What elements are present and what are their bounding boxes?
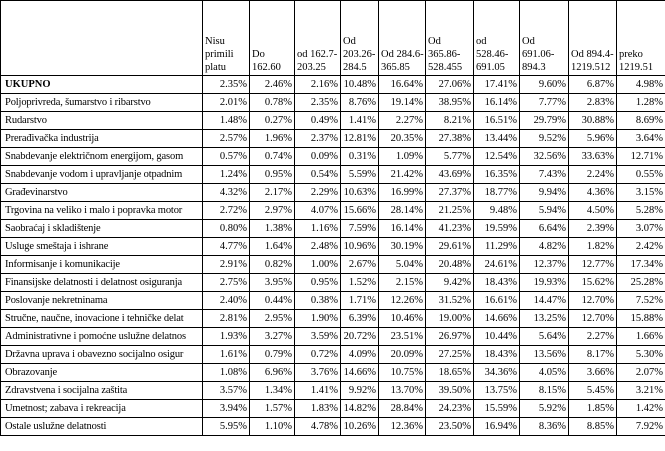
table-cell: 26.97% xyxy=(426,328,474,346)
table-cell: 1.42% xyxy=(617,400,665,418)
table-cell: 6.96% xyxy=(250,364,295,382)
table-cell: 2.40% xyxy=(203,292,250,310)
table-cell: 1.93% xyxy=(203,328,250,346)
row-label: Državna uprava i obavezno socijalno osigur xyxy=(1,346,203,364)
header-no-salary: Nisu primili platu xyxy=(203,1,250,76)
table-cell: 2.75% xyxy=(203,274,250,292)
table-cell: 10.46% xyxy=(379,310,426,328)
table-cell: 2.95% xyxy=(250,310,295,328)
row-label: Informisanje i komunikacije xyxy=(1,256,203,274)
table-row xyxy=(1,292,665,310)
table-cell: 15.62% xyxy=(569,274,617,292)
table-cell: 9.48% xyxy=(474,202,520,220)
table-cell: 13.70% xyxy=(379,382,426,400)
table-cell: 3.27% xyxy=(250,328,295,346)
table-row xyxy=(1,382,665,400)
table-cell: 2.07% xyxy=(617,364,665,382)
table-cell: 3.07% xyxy=(617,220,665,238)
table-cell: 13.75% xyxy=(474,382,520,400)
table-cell: 0.95% xyxy=(250,166,295,184)
table-row xyxy=(1,346,665,364)
table-cell: 3.76% xyxy=(295,364,341,382)
table-cell: 20.35% xyxy=(379,130,426,148)
row-label: Poljoprivreda, šumarstvo i ribarstvo xyxy=(1,94,203,112)
row-label: Finansijske delatnosti i delatnost osiguranja xyxy=(1,274,203,292)
table-cell: 2.97% xyxy=(250,202,295,220)
table-cell: 1.00% xyxy=(295,256,341,274)
table-cell: 43.69% xyxy=(426,166,474,184)
table-cell: 18.43% xyxy=(474,274,520,292)
table-cell: 4.77% xyxy=(203,238,250,256)
table-cell: 3.15% xyxy=(617,184,665,202)
table-row xyxy=(1,328,665,346)
table-cell: 3.95% xyxy=(250,274,295,292)
row-label: Ostale uslužne delatnosti xyxy=(1,418,203,436)
table-cell: 2.67% xyxy=(341,256,379,274)
table-cell: 4.05% xyxy=(520,364,569,382)
table-row xyxy=(1,94,665,112)
row-label: Rudarstvo xyxy=(1,112,203,130)
table-row xyxy=(1,310,665,328)
table-body xyxy=(1,76,665,436)
table-row xyxy=(1,400,665,418)
table-cell: 23.50% xyxy=(426,418,474,436)
table-cell: 19.59% xyxy=(474,220,520,238)
table-cell: 8.36% xyxy=(520,418,569,436)
table-cell: 27.25% xyxy=(426,346,474,364)
table-row xyxy=(1,166,665,184)
table-cell: 0.74% xyxy=(250,148,295,166)
table-cell: 41.23% xyxy=(426,220,474,238)
table-cell: 16.61% xyxy=(474,292,520,310)
table-cell: 2.27% xyxy=(379,112,426,130)
row-label: Zdravstvena i socijalna zaštita xyxy=(1,382,203,400)
table-row xyxy=(1,418,665,436)
table-cell: 15.88% xyxy=(617,310,665,328)
table-cell: 7.77% xyxy=(520,94,569,112)
table-cell: 3.57% xyxy=(203,382,250,400)
table-cell: 2.39% xyxy=(569,220,617,238)
table-cell: 34.36% xyxy=(474,364,520,382)
table-cell: 1.41% xyxy=(295,382,341,400)
table-cell: 12.70% xyxy=(569,310,617,328)
table-cell: 12.37% xyxy=(520,256,569,274)
table-row xyxy=(1,130,665,148)
table-cell: 0.95% xyxy=(295,274,341,292)
table-cell: 27.38% xyxy=(426,130,474,148)
table-cell: 1.28% xyxy=(617,94,665,112)
table-cell: 0.44% xyxy=(250,292,295,310)
table-cell: 19.93% xyxy=(520,274,569,292)
table-cell: 12.26% xyxy=(379,292,426,310)
table-cell: 12.81% xyxy=(341,130,379,148)
table-cell: 0.82% xyxy=(250,256,295,274)
table-cell: 5.45% xyxy=(569,382,617,400)
table-cell: 39.50% xyxy=(426,382,474,400)
table-cell: 10.75% xyxy=(379,364,426,382)
table-cell: 0.09% xyxy=(295,148,341,166)
table-cell: 11.29% xyxy=(474,238,520,256)
table-cell: 4.78% xyxy=(295,418,341,436)
table-cell: 9.42% xyxy=(426,274,474,292)
table-cell: 17.41% xyxy=(474,76,520,94)
table-cell: 5.28% xyxy=(617,202,665,220)
table-cell: 15.59% xyxy=(474,400,520,418)
table-cell: 6.39% xyxy=(341,310,379,328)
table-cell: 3.21% xyxy=(617,382,665,400)
table-cell: 0.49% xyxy=(295,112,341,130)
table-cell: 12.71% xyxy=(617,148,665,166)
table-cell: 5.95% xyxy=(203,418,250,436)
table-row-total xyxy=(1,76,665,94)
header-sector xyxy=(1,1,203,76)
table-cell: 9.94% xyxy=(520,184,569,202)
table-cell: 24.23% xyxy=(426,400,474,418)
table-cell: 1.24% xyxy=(203,166,250,184)
table-cell: 18.43% xyxy=(474,346,520,364)
table-cell: 0.57% xyxy=(203,148,250,166)
table-cell: 1.09% xyxy=(379,148,426,166)
table-cell: 15.66% xyxy=(341,202,379,220)
table-cell: 2.17% xyxy=(250,184,295,202)
row-label: Stručne, naučne, inovacione i tehničke delat xyxy=(1,310,203,328)
table-cell: 10.48% xyxy=(341,76,379,94)
table-cell: 5.77% xyxy=(426,148,474,166)
table-cell: 0.78% xyxy=(250,94,295,112)
table-cell: 3.59% xyxy=(295,328,341,346)
table-cell: 13.25% xyxy=(520,310,569,328)
row-label: Građevinarstvo xyxy=(1,184,203,202)
table-cell: 3.94% xyxy=(203,400,250,418)
table-cell: 2.35% xyxy=(203,76,250,94)
table-cell: 1.66% xyxy=(617,328,665,346)
table-cell: 13.56% xyxy=(520,346,569,364)
table-cell: 5.92% xyxy=(520,400,569,418)
table-cell: 2.35% xyxy=(295,94,341,112)
header-bracket-3: Od 203.26-284.5 xyxy=(341,1,379,76)
table-cell: 2.24% xyxy=(569,166,617,184)
table-cell: 5.59% xyxy=(341,166,379,184)
table-cell: 0.55% xyxy=(617,166,665,184)
table-cell: 32.56% xyxy=(520,148,569,166)
table-cell: 1.83% xyxy=(295,400,341,418)
table-cell: 8.15% xyxy=(520,382,569,400)
table-cell: 16.35% xyxy=(474,166,520,184)
table-row xyxy=(1,364,665,382)
table-cell: 10.63% xyxy=(341,184,379,202)
table-cell: 5.96% xyxy=(569,130,617,148)
table-cell: 14.82% xyxy=(341,400,379,418)
table-cell: 14.66% xyxy=(341,364,379,382)
table-cell: 9.92% xyxy=(341,382,379,400)
table-row xyxy=(1,220,665,238)
header-bracket-8: Od 894.4-1219.512 xyxy=(569,1,617,76)
table-cell: 3.66% xyxy=(569,364,617,382)
header-bracket-2: od 162.7-203.25 xyxy=(295,1,341,76)
table-row xyxy=(1,184,665,202)
table-cell: 5.94% xyxy=(520,202,569,220)
table-row xyxy=(1,202,665,220)
table-cell: 2.57% xyxy=(203,130,250,148)
table-cell: 2.72% xyxy=(203,202,250,220)
table-cell: 16.51% xyxy=(474,112,520,130)
table-cell: 7.43% xyxy=(520,166,569,184)
table-cell: 7.59% xyxy=(341,220,379,238)
table-cell: 28.84% xyxy=(379,400,426,418)
table-cell: 2.42% xyxy=(617,238,665,256)
table-cell: 1.34% xyxy=(250,382,295,400)
table-cell: 1.64% xyxy=(250,238,295,256)
table-cell: 4.82% xyxy=(520,238,569,256)
table-cell: 1.85% xyxy=(569,400,617,418)
table-cell: 1.08% xyxy=(203,364,250,382)
table-cell: 4.36% xyxy=(569,184,617,202)
table-cell: 2.46% xyxy=(250,76,295,94)
table-cell: 7.92% xyxy=(617,418,665,436)
table-cell: 38.95% xyxy=(426,94,474,112)
table-cell: 20.48% xyxy=(426,256,474,274)
row-label: Usluge smeštaja i ishrane xyxy=(1,238,203,256)
table-cell: 1.10% xyxy=(250,418,295,436)
header-bracket-1: Do 162.60 xyxy=(250,1,295,76)
table-row xyxy=(1,238,665,256)
table-cell: 1.52% xyxy=(341,274,379,292)
table-cell: 2.27% xyxy=(569,328,617,346)
table-cell: 0.79% xyxy=(250,346,295,364)
row-label: Trgovina na veliko i malo i popravka motor xyxy=(1,202,203,220)
table-cell: 10.44% xyxy=(474,328,520,346)
row-label: Poslovanje nekretninama xyxy=(1,292,203,310)
table-cell: 8.85% xyxy=(569,418,617,436)
table-cell: 1.61% xyxy=(203,346,250,364)
table-cell: 14.66% xyxy=(474,310,520,328)
table-cell: 20.09% xyxy=(379,346,426,364)
header-row xyxy=(1,1,665,76)
table-cell: 8.21% xyxy=(426,112,474,130)
table-cell: 16.94% xyxy=(474,418,520,436)
table-cell: 2.16% xyxy=(295,76,341,94)
table-cell: 1.96% xyxy=(250,130,295,148)
table-cell: 3.64% xyxy=(617,130,665,148)
table-cell: 0.38% xyxy=(295,292,341,310)
row-label: Saobraćaj i skladištenje xyxy=(1,220,203,238)
table-cell: 30.19% xyxy=(379,238,426,256)
table-cell: 1.38% xyxy=(250,220,295,238)
table-cell: 1.41% xyxy=(341,112,379,130)
table-cell: 1.48% xyxy=(203,112,250,130)
table-cell: 16.64% xyxy=(379,76,426,94)
table-cell: 30.88% xyxy=(569,112,617,130)
table-cell: 4.32% xyxy=(203,184,250,202)
table-cell: 8.17% xyxy=(569,346,617,364)
table-cell: 18.65% xyxy=(426,364,474,382)
row-label: Umetnost; zabava i rekreacija xyxy=(1,400,203,418)
table-row xyxy=(1,256,665,274)
table-cell: 23.51% xyxy=(379,328,426,346)
table-cell: 1.71% xyxy=(341,292,379,310)
table-cell: 5.30% xyxy=(617,346,665,364)
table-cell: 4.09% xyxy=(341,346,379,364)
table-cell: 5.04% xyxy=(379,256,426,274)
table-cell: 5.64% xyxy=(520,328,569,346)
table-cell: 16.14% xyxy=(379,220,426,238)
table-cell: 7.52% xyxy=(617,292,665,310)
table-cell: 9.52% xyxy=(520,130,569,148)
table-cell: 2.81% xyxy=(203,310,250,328)
table-cell: 2.37% xyxy=(295,130,341,148)
table-cell: 18.77% xyxy=(474,184,520,202)
table-cell: 10.96% xyxy=(341,238,379,256)
table-cell: 27.37% xyxy=(426,184,474,202)
table-cell: 24.61% xyxy=(474,256,520,274)
header-bracket-9: preko 1219.51 xyxy=(617,1,665,76)
table-cell: 8.69% xyxy=(617,112,665,130)
row-label: Snabdevanje električnom energijom, gasom xyxy=(1,148,203,166)
table-cell: 17.34% xyxy=(617,256,665,274)
table-cell: 12.36% xyxy=(379,418,426,436)
table-cell: 10.26% xyxy=(341,418,379,436)
table-cell: 2.01% xyxy=(203,94,250,112)
table-cell: 2.83% xyxy=(569,94,617,112)
table-cell: 2.15% xyxy=(379,274,426,292)
table-row xyxy=(1,274,665,292)
row-label: Administrativne i pomoćne uslužne delatnos xyxy=(1,328,203,346)
table-cell: 0.80% xyxy=(203,220,250,238)
header-bracket-5: Od 365.86-528.455 xyxy=(426,1,474,76)
table-cell: 21.25% xyxy=(426,202,474,220)
table-cell: 13.44% xyxy=(474,130,520,148)
table-cell: 1.16% xyxy=(295,220,341,238)
table-cell: 0.27% xyxy=(250,112,295,130)
table-cell: 19.00% xyxy=(426,310,474,328)
table-cell: 21.42% xyxy=(379,166,426,184)
table-cell: 12.54% xyxy=(474,148,520,166)
table-cell: 8.76% xyxy=(341,94,379,112)
table-cell: 16.14% xyxy=(474,94,520,112)
table-cell: 16.99% xyxy=(379,184,426,202)
row-label: Obrazovanje xyxy=(1,364,203,382)
table-cell: 29.61% xyxy=(426,238,474,256)
table-cell: 25.28% xyxy=(617,274,665,292)
header-bracket-7: Od 691.06-894.3 xyxy=(520,1,569,76)
table-cell: 14.47% xyxy=(520,292,569,310)
table-cell: 33.63% xyxy=(569,148,617,166)
table-cell: 31.52% xyxy=(426,292,474,310)
table-cell: 0.54% xyxy=(295,166,341,184)
table-cell: 2.29% xyxy=(295,184,341,202)
table-cell: 1.82% xyxy=(569,238,617,256)
table-cell: 4.50% xyxy=(569,202,617,220)
table-cell: 6.64% xyxy=(520,220,569,238)
table-cell: 2.91% xyxy=(203,256,250,274)
table-cell: 4.98% xyxy=(617,76,665,94)
table-cell: 27.06% xyxy=(426,76,474,94)
row-label: UKUPNO xyxy=(1,76,203,94)
header-bracket-6: od 528.46-691.05 xyxy=(474,1,520,76)
table-cell: 1.90% xyxy=(295,310,341,328)
header-bracket-4: Od 284.6-365.85 xyxy=(379,1,426,76)
table-cell: 28.14% xyxy=(379,202,426,220)
table-row xyxy=(1,112,665,130)
table-cell: 12.70% xyxy=(569,292,617,310)
table-cell: 9.60% xyxy=(520,76,569,94)
table-cell: 12.77% xyxy=(569,256,617,274)
table-cell: 4.07% xyxy=(295,202,341,220)
table-cell: 19.14% xyxy=(379,94,426,112)
table-cell: 20.72% xyxy=(341,328,379,346)
table-cell: 29.79% xyxy=(520,112,569,130)
table-cell: 2.48% xyxy=(295,238,341,256)
table-cell: 1.57% xyxy=(250,400,295,418)
table-cell: 0.31% xyxy=(341,148,379,166)
table-cell: 0.72% xyxy=(295,346,341,364)
row-label: Prerađivačka industrija xyxy=(1,130,203,148)
table-row xyxy=(1,148,665,166)
table-cell: 6.87% xyxy=(569,76,617,94)
row-label: Snabdevanje vodom i upravljanje otpadnim xyxy=(1,166,203,184)
